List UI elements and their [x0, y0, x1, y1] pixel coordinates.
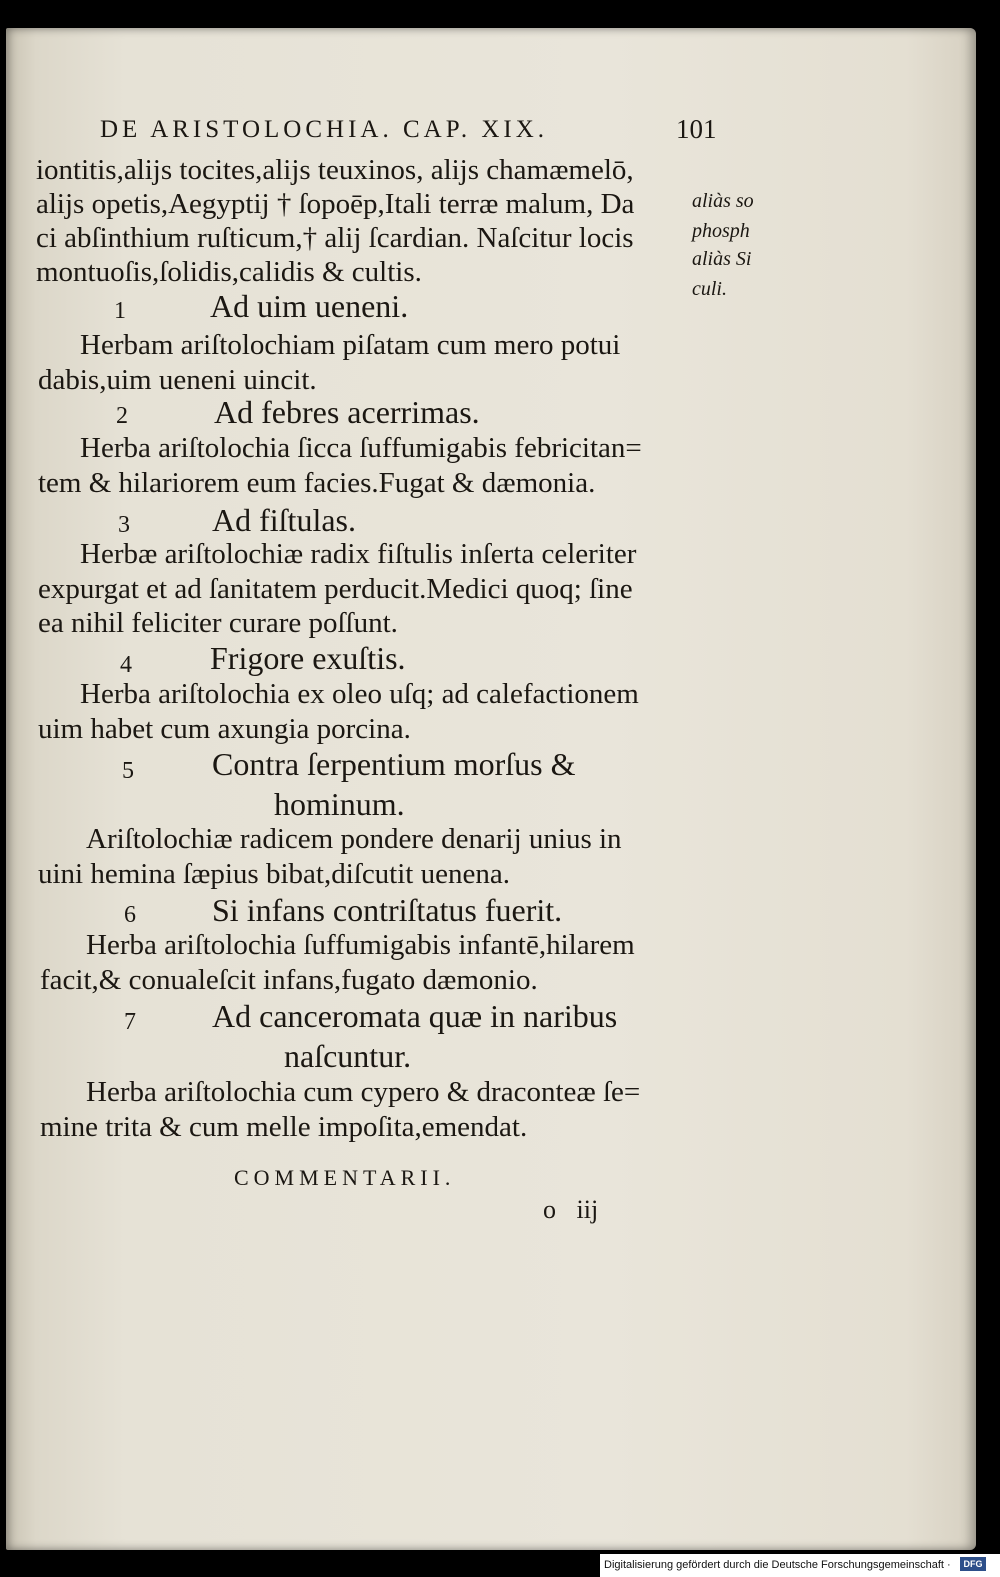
section-heading: Ad fiſtulas.	[212, 502, 356, 538]
text-line: Herba ariſtolochia ex oleo uſq; ad calefactionem	[80, 678, 639, 710]
text-line: expurgat et ad ſanitatem perducit.Medici quoq; ſine	[38, 573, 633, 605]
section-heading: hominum.	[274, 786, 405, 822]
section-number: 2	[116, 403, 128, 429]
text-line: Ariſtolochiæ radicem pondere denariј unius in	[86, 823, 622, 855]
text-line: iontitis,aliјs tocites,aliјs teuxinos, aliјs chamæmelō,	[36, 154, 634, 186]
text-line: uini hemina ſæpius bibat,diſcutit uenena.	[38, 858, 510, 890]
text-line: aliјs opetis,Aegyptiј † ſopoēp,Itali terræ malum, Da	[36, 188, 635, 220]
margin-note: aliàs Si	[692, 248, 752, 270]
section-number: 5	[122, 758, 134, 784]
section-number: 1	[114, 298, 126, 324]
page-number: 101	[676, 114, 717, 144]
margin-note: phosph	[692, 220, 750, 242]
margin-note: culi.	[692, 278, 727, 300]
running-head: DE ARISTOLOCHIA. CAP. XIX.	[100, 116, 549, 143]
section-number: 7	[124, 1009, 136, 1035]
margin-note: aliàs so	[692, 190, 754, 212]
text-line: dabis,uim ueneni uincit.	[38, 364, 317, 396]
text-line: tem & hilariorem eum facies.Fugat & dæmonia.	[38, 467, 596, 499]
footer-credit: Digitalisierung gefördert durch die Deutsche Forschungsgemeinschaft ·	[604, 1559, 951, 1571]
section-heading: Si infans contriſtatus fuerit.	[212, 892, 563, 928]
text-line: ea nihil feliciter curare poſſunt.	[38, 607, 398, 639]
catchword: COMMENTARII.	[234, 1165, 456, 1190]
signature-mark: o iiј	[543, 1195, 599, 1224]
text-line: Herba ariſtolochia cum cypero & draconteæ ſe=	[86, 1076, 641, 1108]
section-heading: Frigore exuſtis.	[210, 640, 406, 676]
text-line: Herbæ ariſtolochiæ radix fiſtulis inſerta celeriter	[80, 538, 637, 570]
text-line: Herbam ariſtolochiam piſatam cum mero potui	[80, 329, 621, 361]
text-line: uim habet cum axungia porcina.	[38, 713, 411, 745]
text-line: Herba ariſtolochia ſuffumigabis infantē,hilarem	[86, 929, 635, 961]
section-heading: naſcuntur.	[284, 1038, 412, 1074]
text-line: ci abſinthium ruſticum,† aliј ſcardian. Naſcitur locis	[36, 222, 634, 254]
section-number: 4	[120, 652, 132, 678]
text-line: montuoſis,ſolidis,calidis & cultis.	[36, 256, 422, 288]
section-heading: Contra ſerpentium morſus &	[212, 746, 576, 782]
dfg-logo-icon: DFG	[960, 1557, 986, 1571]
text-line: facit,& conualeſcit infans,fugato dæmonio.	[40, 964, 538, 996]
section-number: 3	[118, 512, 130, 538]
section-heading: Ad febres acerrimas.	[214, 394, 480, 430]
text-line: mine trita & cum melle impoſita,emendat.	[40, 1111, 528, 1143]
section-heading: Ad uim ueneni.	[210, 288, 409, 324]
text-line: Herba ariſtolochia ſicca ſuffumigabis febricitan=	[80, 432, 642, 464]
section-number: 6	[124, 902, 136, 928]
section-heading: Ad canceromata quæ in naribus	[212, 998, 618, 1034]
